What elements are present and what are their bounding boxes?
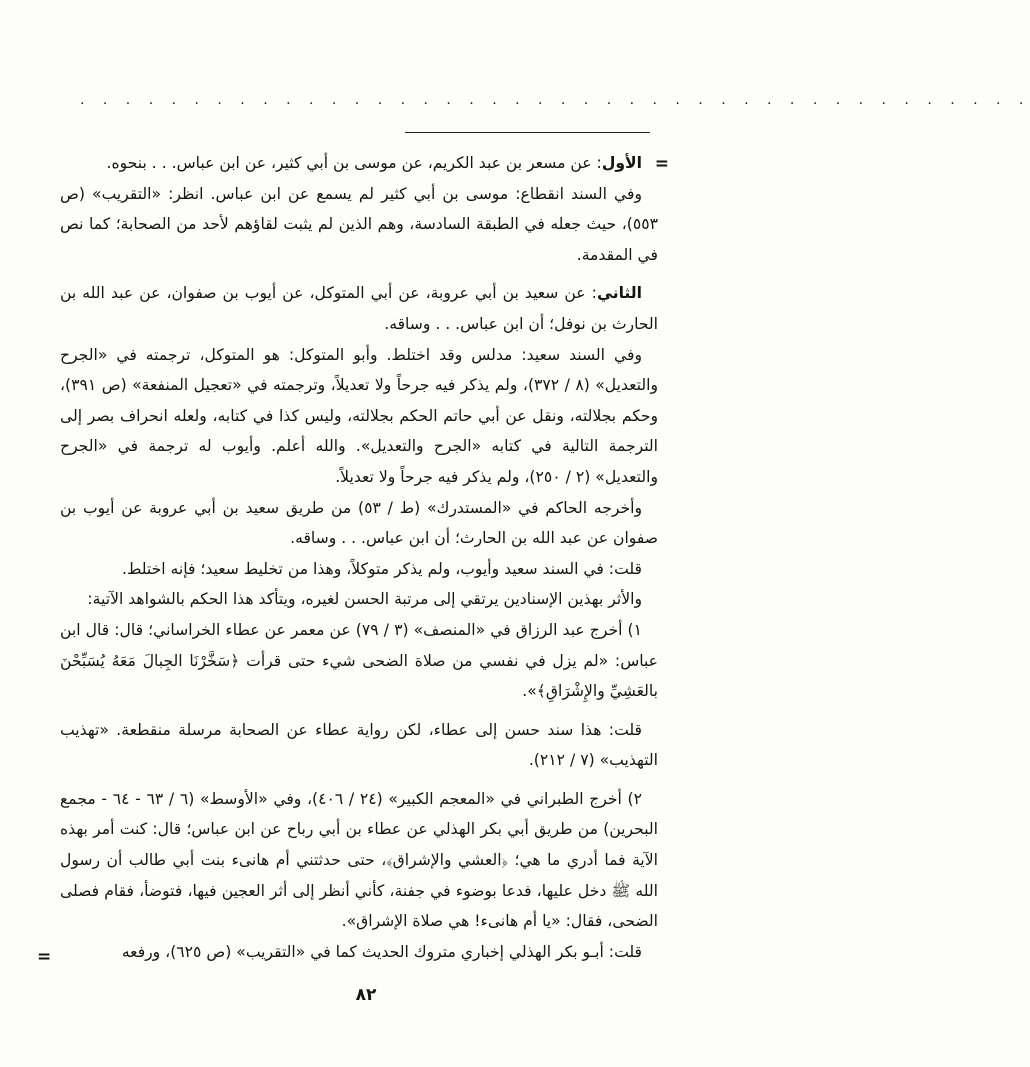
paragraph-text: وفي السند سعيد: مدلس وقد اختلط. وأبو المتوكل: هو المتوكل، ترجمته في «الجرح والتعديل» (٨ / ٣٧٢)، ولم يذكر فيه جرحاً ولا تعديلاً، وترجمته في «تعجيل المنفعة» (ص ٣٩١)، وحكم بجلالته، ونقل عن أبي حاتم الحكم بجلالته، وليس كذا في كتابه، ولعله انحراف بصر إلى الترجمة التالية في كتابه «الجرح والتعديل». والله أعلم. وأيوب له ترجمة في «الجرح والتعديل» (٢ / ٢٥٠)، ولم يذكر فيه جرحاً ولا تعديلاً.: [60, 345, 658, 486]
paragraph-text: وفي السند انقطاع: موسى بن أبي كثير لم يسمع عن ابن عباس. انظر: «التقريب» (ص ٥٥٣)، حيث جعله في الطبقة السادسة، وهم الذين لم يثبت لقاؤهم لأحد من الصحابة؛ كما نص في المقدمة.: [60, 184, 658, 264]
paragraph-label: الثاني: [596, 284, 642, 303]
paragraph-label: الأول: [601, 154, 642, 172]
paragraph-text: ١) أخرج عبد الرزاق في «المنصف» (٣ / ٧٩) عن معمر عن عطاء الخراساني؛ قال: قال ابن عباس: «لم يزل في نفسي من صلاة الضحى شيء حتى قرأت ﴿سَخَّرْنَا الجِبالَ مَعَهُ يُسَبِّحْنَ بالعَشِيِّ والإِشْرَاقِ﴾».: [60, 620, 658, 701]
paragraph-text: : عن سعيد بن أبي عروبة، عن أبي المتوكل، عن أيوب بن صفوان، عن عبد الله بن الحارث بن نوفل؛ أن ابن عباس. . . وساقه.: [60, 284, 658, 333]
header-rule: [405, 132, 650, 133]
paragraph-text: قلت: في السند سعيد وأيوب، ولم يذكر متوكلاً، وهذا من تخليط سعيد؛ فإنه اختلط.: [121, 559, 642, 578]
footnote-body: [60, 148, 658, 967]
continuation-marker-top: =: [654, 154, 669, 174]
paragraph-first-route: [60, 148, 658, 179]
page-number: ٨٢: [355, 985, 377, 1005]
paragraph-second-route: [60, 278, 658, 339]
paragraph-witness-2: [60, 784, 658, 937]
paragraph-grading: [60, 584, 658, 615]
paragraph-remark-2: [60, 715, 658, 776]
paragraph-remark: [60, 554, 658, 585]
paragraph-text: قلت: أبـو بكر الهذلي إخباري متروك الحديث كما في «التقريب» (ص ٦٢٥)، ورفعه: [121, 942, 642, 961]
paragraph-break-note: [60, 179, 658, 271]
header-dotted-line: . . . . . . . . . . . . . . . . . . . . . . . . . . . . . . . . . . . . . . . . . .: [80, 92, 1030, 108]
paragraph-text: قلت: هذا سند حسن إلى عطاء، لكن رواية عطاء عن الصحابة مرسلة منقطعة. «تهذيب التهذيب» (٧ / ٢١٢).: [60, 720, 658, 770]
paragraph-text: وأخرجه الحاكم في «المستدرك» (ط / ٥٣) من طريق سعيد بن أبي عروبة عن أيوب بن صفوان عن عبد الله بن الحارث؛ أن ابن عباس. . . وساقه.: [60, 498, 658, 548]
paragraph-hakim: [60, 493, 658, 554]
paragraph-narrator-note: [60, 340, 658, 493]
paragraph-remark-3: [60, 937, 658, 968]
paragraph-text: والأثر بهذين الإسنادين يرتقي إلى مرتبة الحسن لغيره، ويتأكد هذا الحكم بالشواهد الآتية:: [87, 590, 642, 609]
paragraph-text: ٢) أخرج الطبراني في «المعجم الكبير» (٢٤ / ٤٠٦)، وفي «الأوسط» (٦ / ٦٣ - ٦٤ - مجمع البحرين) من طريق أبي بكر الهذلي عن عطاء بن أبي رباح عن ابن عباس؛ قال: كنت أمر بهذه الآية فما أدري ما هي؛ ﴿العشي والإشراق﴾، حتى حدثتني أم هانىء بنت أبي طالب أن رسول الله ﷺ دخل عليها، فدعا بوضوء في جفنة، كأني أنظر إلى أثر العجين فيها، فتوضأ، فقام فصلى الضحى، فقال: «يا أم هانىء! هي صلاة الإشراق».: [60, 789, 658, 931]
paragraph-witness-1: [60, 615, 658, 707]
continuation-marker-bottom: =: [37, 947, 52, 967]
paragraph-text: : عن مسعر بن عبد الكريم، عن موسى بن أبي كثير، عن ابن عباس. . . بنحوه.: [106, 154, 602, 172]
